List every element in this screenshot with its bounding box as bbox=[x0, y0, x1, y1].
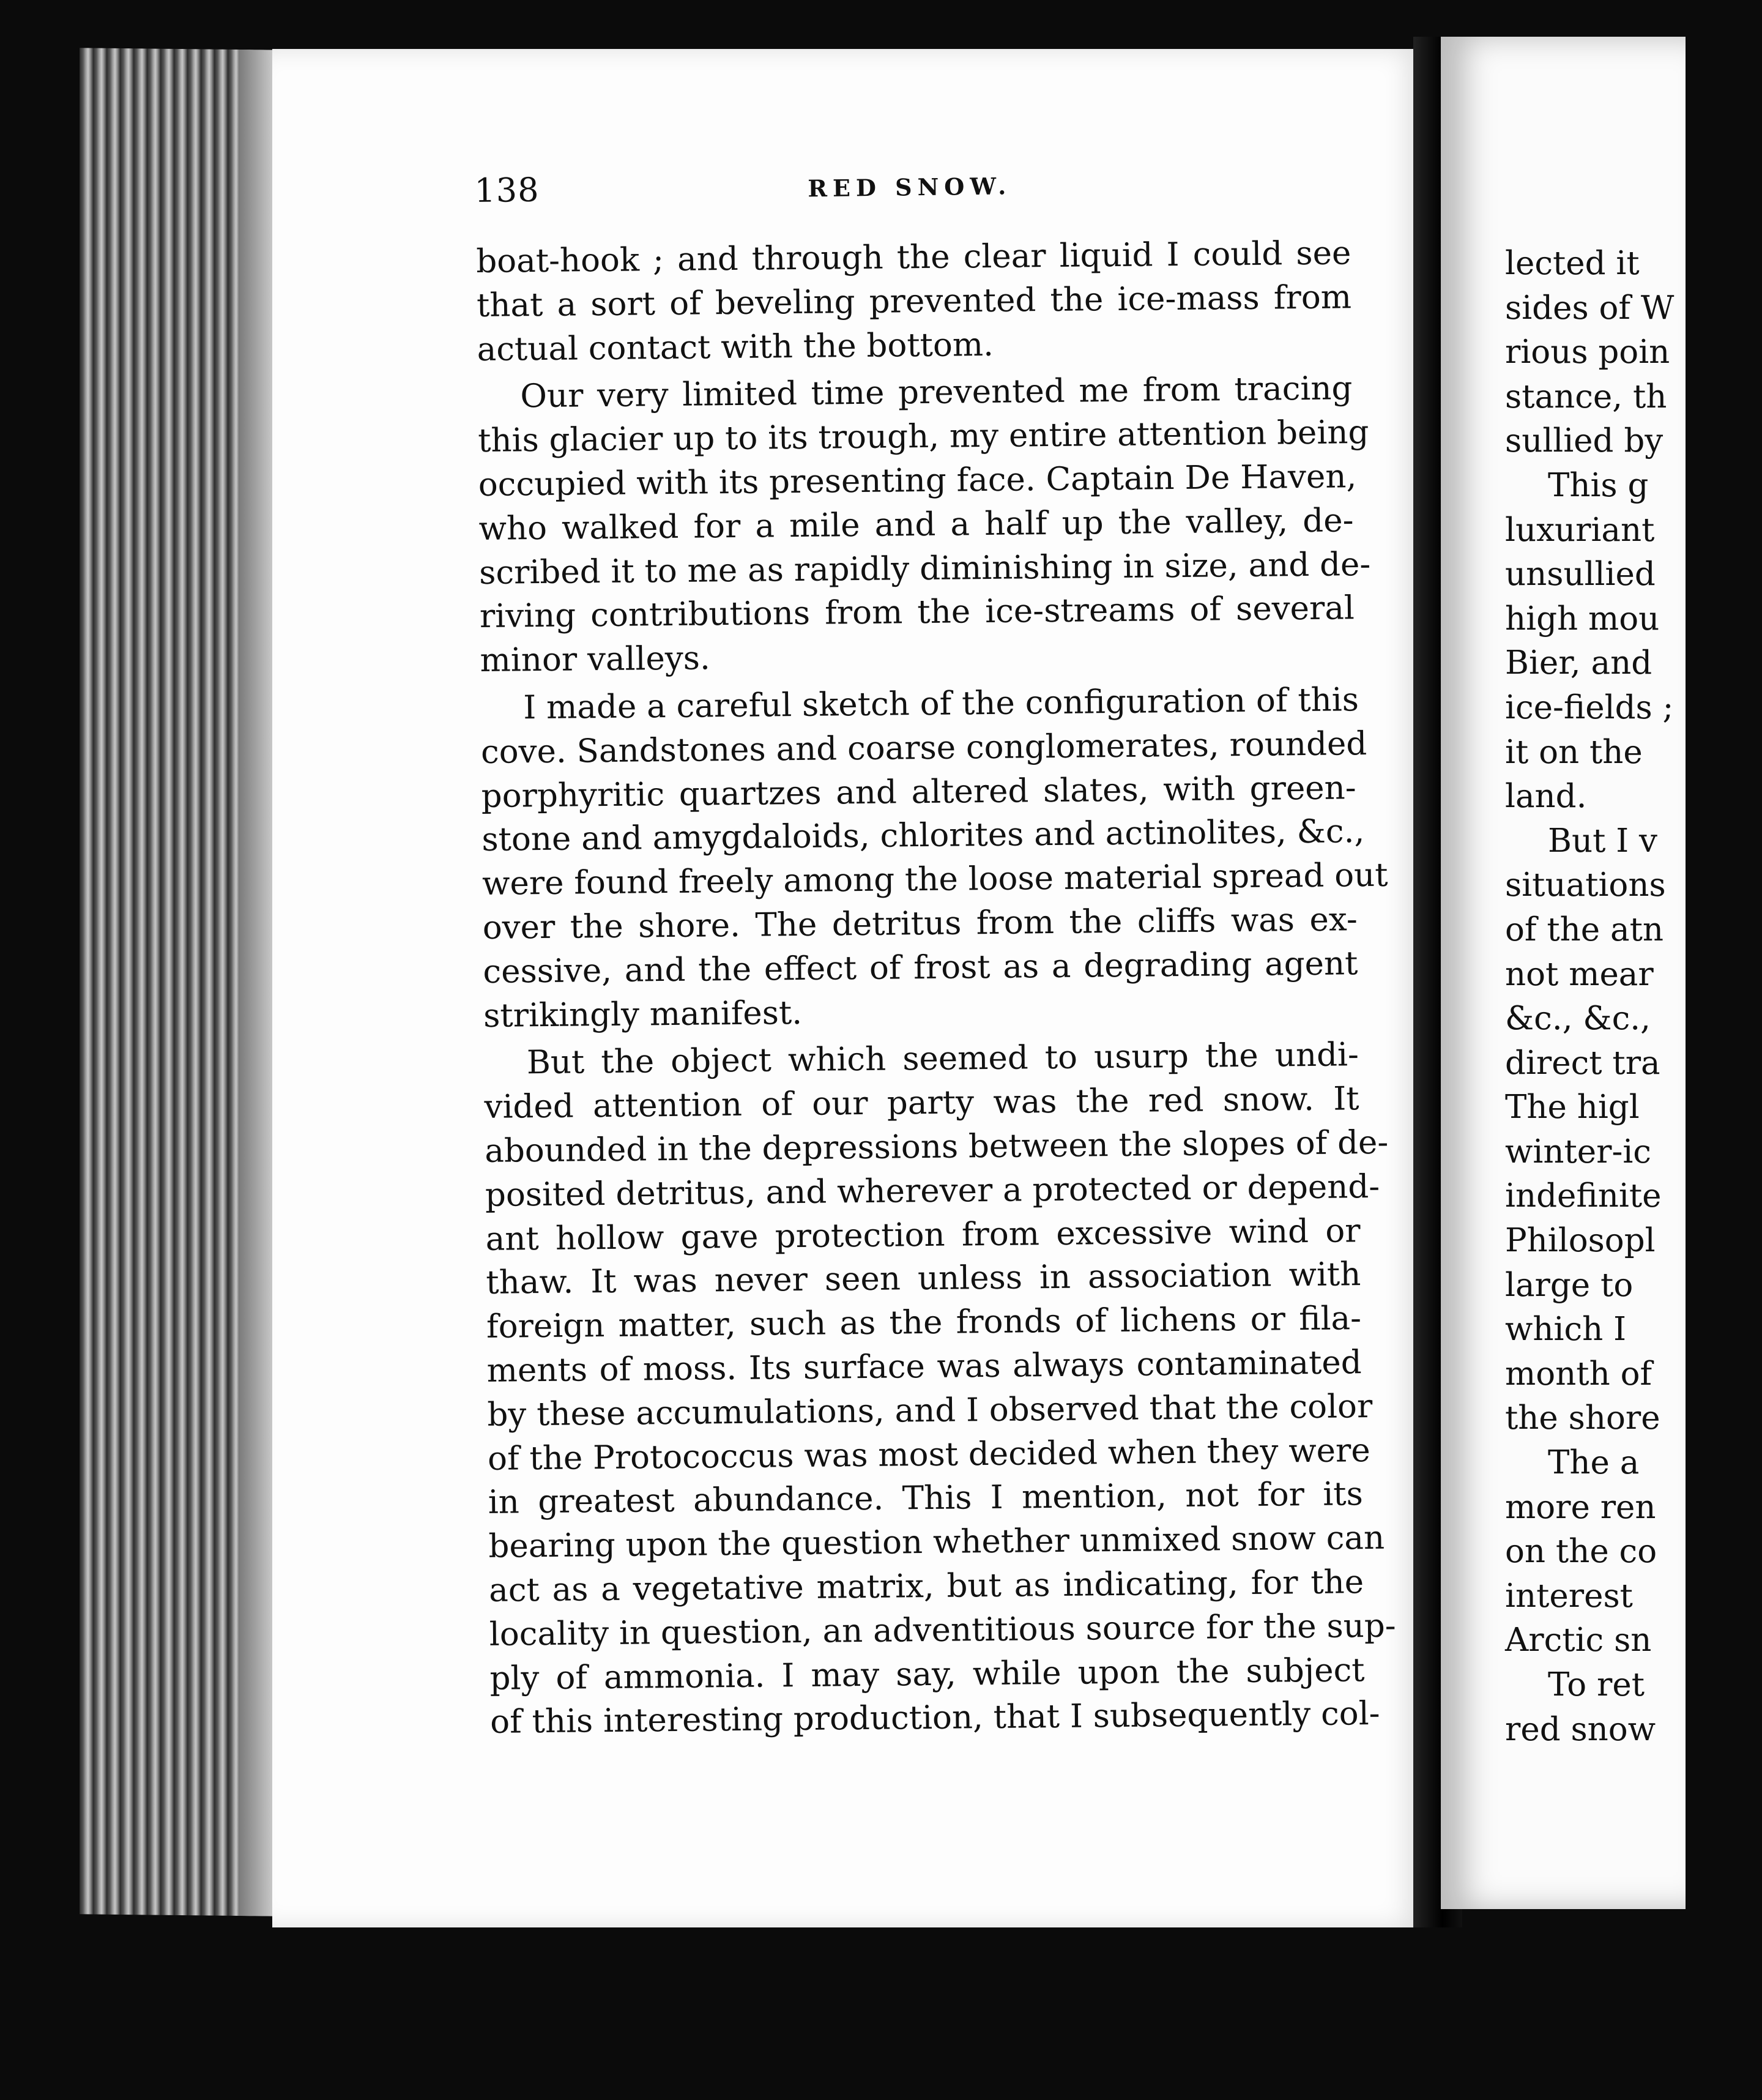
text-line: this glacier up to its trough, my entire attention being bbox=[477, 414, 1369, 460]
text-line: more ren bbox=[1505, 1488, 1656, 1526]
text-line: strikingly manifest. bbox=[483, 994, 803, 1035]
text-line: in greatest abundance. This I mention, not for its bbox=[488, 1475, 1364, 1522]
text-line: it on the bbox=[1505, 733, 1643, 771]
text-line: But the object which seemed to usurp the undi- bbox=[526, 1036, 1359, 1082]
text-line: direct tra bbox=[1505, 1044, 1660, 1082]
running-title: RED SNOW. bbox=[808, 172, 1012, 203]
text-line: &c., &c., bbox=[1505, 1000, 1651, 1038]
text-line: actual contact with the bottom. bbox=[477, 326, 994, 368]
text-line: interest bbox=[1505, 1577, 1633, 1615]
text-line: porphyritic quartzes and altered slates, with green- bbox=[481, 769, 1356, 815]
text-line: The higl bbox=[1505, 1089, 1640, 1126]
text-line: which I bbox=[1505, 1311, 1627, 1349]
text-line: who walked for a mile and a half up the valley, de- bbox=[478, 502, 1354, 548]
right-page-body bbox=[1505, 242, 1762, 1752]
text-line: luxuriant bbox=[1505, 511, 1655, 549]
text-line: riving contributions from the ice-streams of several bbox=[479, 589, 1355, 636]
text-line: stone and amygdaloids, chlorites and actinolites, &c., bbox=[481, 813, 1365, 859]
text-line: month of bbox=[1505, 1355, 1652, 1393]
text-line: sides of W bbox=[1505, 289, 1675, 327]
text-line: cove. Sandstones and coarse conglomerates, rounded bbox=[480, 724, 1367, 771]
text-line: To ret bbox=[1548, 1666, 1645, 1703]
text-line: occupied with its presenting face. Captain De Haven, bbox=[478, 458, 1357, 504]
text-line: large to bbox=[1505, 1266, 1634, 1304]
text-line: indefinite bbox=[1505, 1177, 1662, 1215]
text-line: abounded in the depressions between the slopes of de- bbox=[485, 1123, 1389, 1170]
text-line: bearing upon the question whether unmixed snow can bbox=[488, 1519, 1385, 1566]
text-line: locality in question, an adventitious source for the sup- bbox=[489, 1607, 1396, 1653]
text-line: foreign matter, such as the fronds of lichens or fila- bbox=[486, 1300, 1362, 1346]
text-line: were found freely among the loose material spread out bbox=[481, 856, 1388, 903]
text-line: stance, th bbox=[1505, 378, 1667, 415]
text-line: Philosopl bbox=[1505, 1222, 1656, 1260]
text-line: red snow bbox=[1505, 1710, 1656, 1748]
text-line: high mou bbox=[1505, 600, 1660, 638]
text-line: Our very limited time prevented me from tracing bbox=[520, 370, 1353, 415]
text-line: scribed it to me as rapidly diminishing in size, and de- bbox=[478, 545, 1371, 592]
text-line: the shore bbox=[1505, 1399, 1660, 1437]
text-line: winter-ic bbox=[1505, 1133, 1651, 1171]
left-page-body bbox=[476, 231, 1396, 1744]
text-line: vided attention of our party was the red snow. It bbox=[484, 1080, 1359, 1126]
text-line: lected it bbox=[1505, 245, 1640, 282]
text-line: Arctic sn bbox=[1505, 1622, 1652, 1659]
text-line: ice-fields ; bbox=[1505, 688, 1674, 726]
text-line: boat-hook ; and through the clear liquid I could see bbox=[476, 234, 1351, 280]
text-line: by these accumulations, and I observed that the color bbox=[487, 1387, 1373, 1434]
text-line: not mear bbox=[1505, 955, 1654, 993]
text-line: land. bbox=[1505, 778, 1587, 816]
page-number: 138 bbox=[474, 170, 540, 210]
text-line: cessive, and the effect of frost as a degrading agent bbox=[483, 944, 1358, 991]
text-line: I made a careful sketch of the configuration of this bbox=[523, 681, 1359, 727]
text-line: posited detritus, and wherever a protected or depend- bbox=[485, 1167, 1380, 1214]
text-line: of the atn bbox=[1505, 910, 1664, 948]
text-line: ant hollow gave protection from excessive wind or bbox=[485, 1212, 1361, 1258]
text-line: This g bbox=[1548, 466, 1649, 504]
text-line: But I v bbox=[1548, 822, 1657, 860]
text-line: The a bbox=[1548, 1444, 1640, 1482]
text-line: over the shore. The detritus from the cliffs was ex- bbox=[482, 901, 1358, 947]
text-line: Bier, and bbox=[1505, 644, 1652, 682]
running-head bbox=[474, 160, 1380, 226]
text-line: of this interesting production, that I subsequently col- bbox=[489, 1695, 1380, 1741]
text-line: act as a vegetative matrix, but as indicating, for the bbox=[488, 1563, 1364, 1609]
text-line: ply of ammonia. I may say, while upon the subject bbox=[489, 1651, 1365, 1697]
text-line: situations bbox=[1505, 866, 1666, 904]
text-line: sullied by bbox=[1505, 422, 1663, 460]
text-line: thaw. It was never seen unless in association with bbox=[486, 1256, 1361, 1302]
page-edges bbox=[80, 48, 281, 1916]
text-line: on the co bbox=[1505, 1533, 1657, 1571]
text-line: rious poin bbox=[1505, 333, 1670, 371]
text-line: unsullied bbox=[1505, 556, 1656, 594]
text-line: ments of moss. Its surface was always contaminated bbox=[486, 1344, 1362, 1390]
text-line: minor valleys. bbox=[480, 639, 711, 680]
text-line: that a sort of beveling prevented the ice-mass from bbox=[476, 278, 1352, 324]
text-line: of the Protococcus was most decided when they were bbox=[487, 1431, 1371, 1478]
